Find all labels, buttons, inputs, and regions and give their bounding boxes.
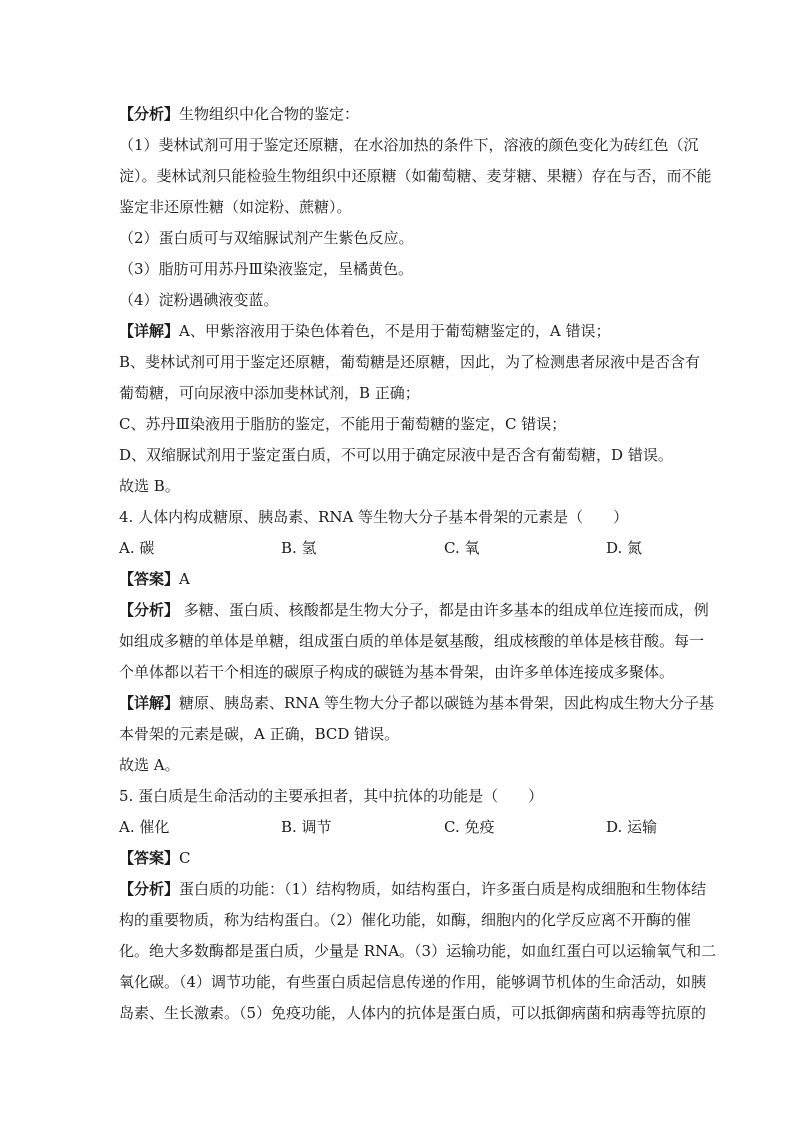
q3-analysis-p4: （4）淀粉遇碘液变蓝。 — [119, 291, 279, 309]
answer-label: 【答案】 — [119, 849, 180, 867]
q4-detail-line1 — [119, 693, 715, 713]
q3-detail-b-line2: 葡萄糖，可向尿液中添加斐林试剂，B 正确； — [119, 384, 420, 402]
q3-analysis-p1-line2: 淀）。斐林试剂只能检验生物组织中还原糖（如葡萄糖、麦芽糖、果糖）存在与否，而不能 — [119, 167, 712, 185]
q5-analysis-line3: 化。绝大多数酶都是蛋白质，少量是 RNA。（3）运输功能，如血红蛋白可以运输氧气和二 — [119, 942, 717, 960]
q4-analysis-line1 — [119, 600, 709, 620]
analysis-text: 多糖、蛋白质、核酸都是生物大分子，都是由许多基本的组成单位连接而成，例 — [179, 601, 709, 619]
q5-option-d: D. 运输 — [606, 818, 658, 836]
detail-text: 糖原、胰岛素、RNA 等生物大分子都以碳链为基本骨架，因此构成生物大分子基 — [179, 694, 715, 712]
q4-option-d: D. 氮 — [606, 539, 643, 557]
q3-analysis-p3: （3）脂肪可用苏丹Ⅲ染液鉴定，呈橘黄色。 — [119, 260, 414, 278]
q3-detail-c: C、苏丹Ⅲ染液用于脂肪的鉴定，不能用于葡萄糖的鉴定，C 错误； — [119, 415, 567, 433]
q5-analysis-line5: 岛素、生长激素。（5）免疫功能，人体内的抗体是蛋白质，可以抵御病菌和病毒等抗原的 — [119, 1004, 707, 1022]
q4-option-b: B. 氢 — [281, 539, 317, 557]
answer-value: C — [179, 849, 191, 867]
q4-analysis-line2: 如组成多糖的单体是单糖，组成蛋白质的单体是氨基酸，组成核酸的单体是核苷酸。每一 — [119, 632, 705, 650]
q4-detail-line2: 本骨架的元素是碳，A 正确，BCD 错误。 — [119, 725, 400, 743]
q3-detail-b-line1: B、斐林试剂可用于鉴定还原糖，葡萄糖是还原糖，因此，为了检测患者尿液中是否含有 — [119, 353, 701, 371]
q5-option-a: A. 催化 — [119, 818, 170, 836]
q4-conclusion: 故选 A。 — [119, 756, 180, 774]
q3-conclusion: 故选 B。 — [119, 477, 180, 495]
q4-answer — [119, 569, 679, 589]
detail-label: 【详解】 — [119, 322, 180, 340]
q4-option-a: A. 碳 — [119, 539, 155, 557]
q5-analysis-line1 — [119, 879, 707, 899]
q3-detail-a — [119, 321, 679, 341]
analysis-label: 【分析】 — [119, 601, 180, 619]
detail-text: A、甲紫溶液用于染色体着色，不是用于葡萄糖鉴定的，A 错误； — [179, 322, 611, 340]
q4-question: 4. 人体内构成糖原、胰岛素、RNA 等生物大分子基本骨架的元素是（ ） — [119, 508, 629, 526]
detail-label: 【详解】 — [119, 694, 180, 712]
q5-question: 5. 蛋白质是生命活动的主要承担者，其中抗体的功能是（ ） — [119, 787, 544, 805]
analysis-text: 生物组织中化合物的鉴定： — [179, 105, 360, 123]
q3-detail-d: D、双缩脲试剂用于鉴定蛋白质，不可以用于确定尿液中是否含有葡萄糖，D 错误。 — [119, 446, 673, 464]
analysis-label: 【分析】 — [119, 105, 180, 123]
q3-analysis-intro — [119, 104, 679, 124]
answer-value: A — [179, 570, 190, 588]
q5-analysis-line2: 构的重要物质，称为结构蛋白。（2）催化功能，如酶，细胞内的化学反应离不开酶的催 — [119, 911, 692, 929]
q4-option-c: C. 氧 — [444, 539, 480, 557]
q3-analysis-p1-line3: 鉴定非还原性糖（如淀粉、蔗糖）。 — [119, 198, 352, 216]
q3-analysis-p2: （2）蛋白质可与双缩脲试剂产生紫色反应。 — [119, 229, 414, 247]
answer-label: 【答案】 — [119, 570, 180, 588]
q4-analysis-line3: 个单体都以若干个相连的碳原子构成的碳链为基本骨架，由许多单体连接成多聚体。 — [119, 663, 675, 681]
q3-analysis-p1-line1: （1）斐林试剂可用于鉴定还原糖，在水浴加热的条件下，溶液的颜色变化为砖红色（沉 — [119, 136, 699, 154]
analysis-label: 【分析】 — [119, 880, 180, 898]
analysis-text: 蛋白质的功能：（1）结构物质，如结构蛋白，许多蛋白质是构成细胞和生物体结 — [179, 880, 707, 898]
q5-option-c: C. 免疫 — [444, 818, 495, 836]
q5-analysis-line4: 氧化碳。（4）调节功能，有些蛋白质起信息传递的作用，能够调节机体的生命活动，如胰 — [119, 973, 707, 991]
q5-option-b: B. 调节 — [281, 818, 332, 836]
q5-answer — [119, 848, 679, 868]
